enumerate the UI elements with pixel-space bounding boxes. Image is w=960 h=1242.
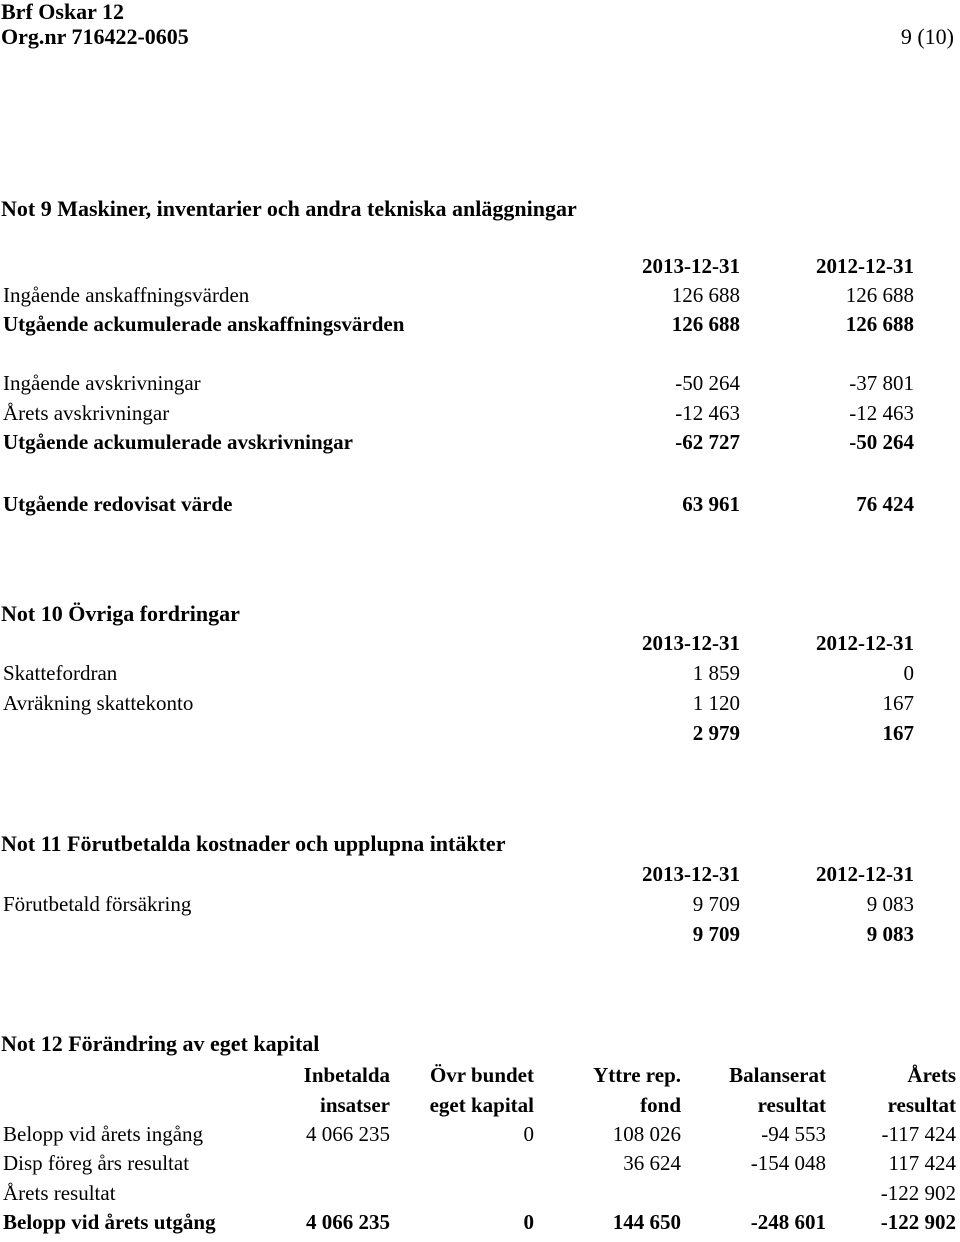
table-row [0, 894, 960, 924]
row-label: Ingående anskaffningsvärden [3, 283, 250, 307]
total-row [0, 723, 960, 753]
note-9-title: Not 9 Maskiner, inventarier och andra tekniska anläggningar [1, 196, 577, 221]
note-10-column-headers [0, 633, 960, 663]
row-label: Disp föreg års resultat [3, 1151, 190, 1175]
row-value-2012: 9 083 [866, 892, 914, 916]
col-header: resultat [887, 1093, 956, 1117]
note-11-col-2012: 2012-12-31 [816, 862, 914, 886]
table-row [0, 1183, 960, 1213]
row-label: Avräkning skattekonto [3, 691, 194, 715]
row-label: Skattefordran [3, 661, 118, 685]
col-header: insatser [320, 1093, 390, 1117]
row-value-2012: 0 [903, 661, 914, 685]
row-label: Årets resultat [3, 1181, 116, 1205]
col-header: eget kapital [429, 1093, 534, 1117]
col-header: Övr bundet [429, 1063, 534, 1087]
note-12-header-top [0, 1065, 960, 1095]
col-header: fond [640, 1093, 681, 1117]
total-value-2013: 9 709 [692, 922, 740, 946]
org-number: Org.nr 716422-0605 [1, 24, 189, 49]
note-10-title: Not 10 Övriga fordringar [1, 601, 240, 626]
cell: -122 902 [880, 1210, 956, 1234]
row-value-2012: -37 801 [849, 371, 914, 395]
table-row [0, 693, 960, 723]
note-11-title: Not 11 Förutbetalda kostnader och upplupna intäkter [1, 831, 506, 856]
row-value-2012: 126 688 [845, 312, 914, 336]
cell: 0 [523, 1122, 534, 1146]
row-value-2013: -12 463 [675, 401, 740, 425]
row-value-2013: -50 264 [675, 371, 740, 395]
note-9-column-headers [0, 256, 960, 286]
table-row [0, 663, 960, 693]
row-value-2013: 1 120 [692, 691, 740, 715]
row-label: Förutbetald försäkring [3, 892, 192, 916]
cell: -122 902 [880, 1181, 956, 1205]
cell: 0 [523, 1210, 534, 1234]
row-label: Utgående ackumulerade anskaffningsvärden [3, 312, 405, 336]
note-12-title: Not 12 Förändring av eget kapital [1, 1031, 320, 1056]
col-header: Balanserat [729, 1063, 826, 1087]
total-value-2012: 167 [882, 721, 914, 745]
note-12-header-bottom [0, 1095, 960, 1125]
cell: 108 026 [612, 1122, 681, 1146]
cell: 144 650 [612, 1210, 681, 1234]
col-header: resultat [757, 1093, 826, 1117]
table-row [0, 373, 960, 403]
row-value-2012: 167 [882, 691, 914, 715]
cell: 36 624 [623, 1151, 681, 1175]
cell: -117 424 [881, 1122, 956, 1146]
table-row [0, 494, 960, 524]
row-value-2013: 126 688 [671, 283, 740, 307]
row-label: Belopp vid årets utgång [3, 1210, 216, 1234]
table-row [0, 403, 960, 433]
table-row [0, 1153, 960, 1183]
cell: -248 601 [750, 1210, 826, 1234]
table-row [0, 432, 960, 462]
row-value-2012: 76 424 [856, 492, 914, 516]
col-header: Yttre rep. [593, 1063, 681, 1087]
note-11-col-2013: 2013-12-31 [642, 862, 740, 886]
row-label: Årets avskrivningar [3, 401, 170, 425]
cell: -94 553 [761, 1122, 826, 1146]
row-label: Ingående avskrivningar [3, 371, 201, 395]
col-header: Årets [907, 1063, 956, 1087]
row-value-2013: 9 709 [692, 892, 740, 916]
row-value-2012: 126 688 [845, 283, 914, 307]
note-10-col-2013: 2013-12-31 [642, 631, 740, 655]
note-11-column-headers [0, 864, 960, 894]
row-label: Belopp vid årets ingång [3, 1122, 204, 1146]
cell: 4 066 235 [306, 1122, 390, 1146]
company-name: Brf Oskar 12 [1, 0, 125, 24]
cell: -154 048 [750, 1151, 826, 1175]
table-row [0, 285, 960, 315]
row-value-2013: 1 859 [692, 661, 740, 685]
row-value-2013: -62 727 [675, 430, 740, 454]
note-9-col-2012: 2012-12-31 [816, 254, 914, 278]
row-value-2012: -12 463 [849, 401, 914, 425]
row-value-2013: 126 688 [671, 312, 740, 336]
cell: 117 424 [888, 1151, 956, 1175]
col-header: Inbetalda [303, 1063, 390, 1087]
note-10-col-2012: 2012-12-31 [816, 631, 914, 655]
total-row [0, 924, 960, 954]
table-row [0, 314, 960, 344]
cell: 4 066 235 [306, 1210, 390, 1234]
row-value-2013: 63 961 [682, 492, 740, 516]
row-label: Utgående ackumulerade avskrivningar [3, 430, 354, 454]
total-value-2013: 2 979 [692, 721, 740, 745]
total-row [0, 1212, 960, 1242]
note-9-col-2013: 2013-12-31 [642, 254, 740, 278]
page-number: 9 (10) [900, 24, 954, 49]
table-row [0, 1124, 960, 1154]
total-value-2012: 9 083 [866, 922, 914, 946]
row-value-2012: -50 264 [849, 430, 914, 454]
row-label: Utgående redovisat värde [3, 492, 233, 516]
